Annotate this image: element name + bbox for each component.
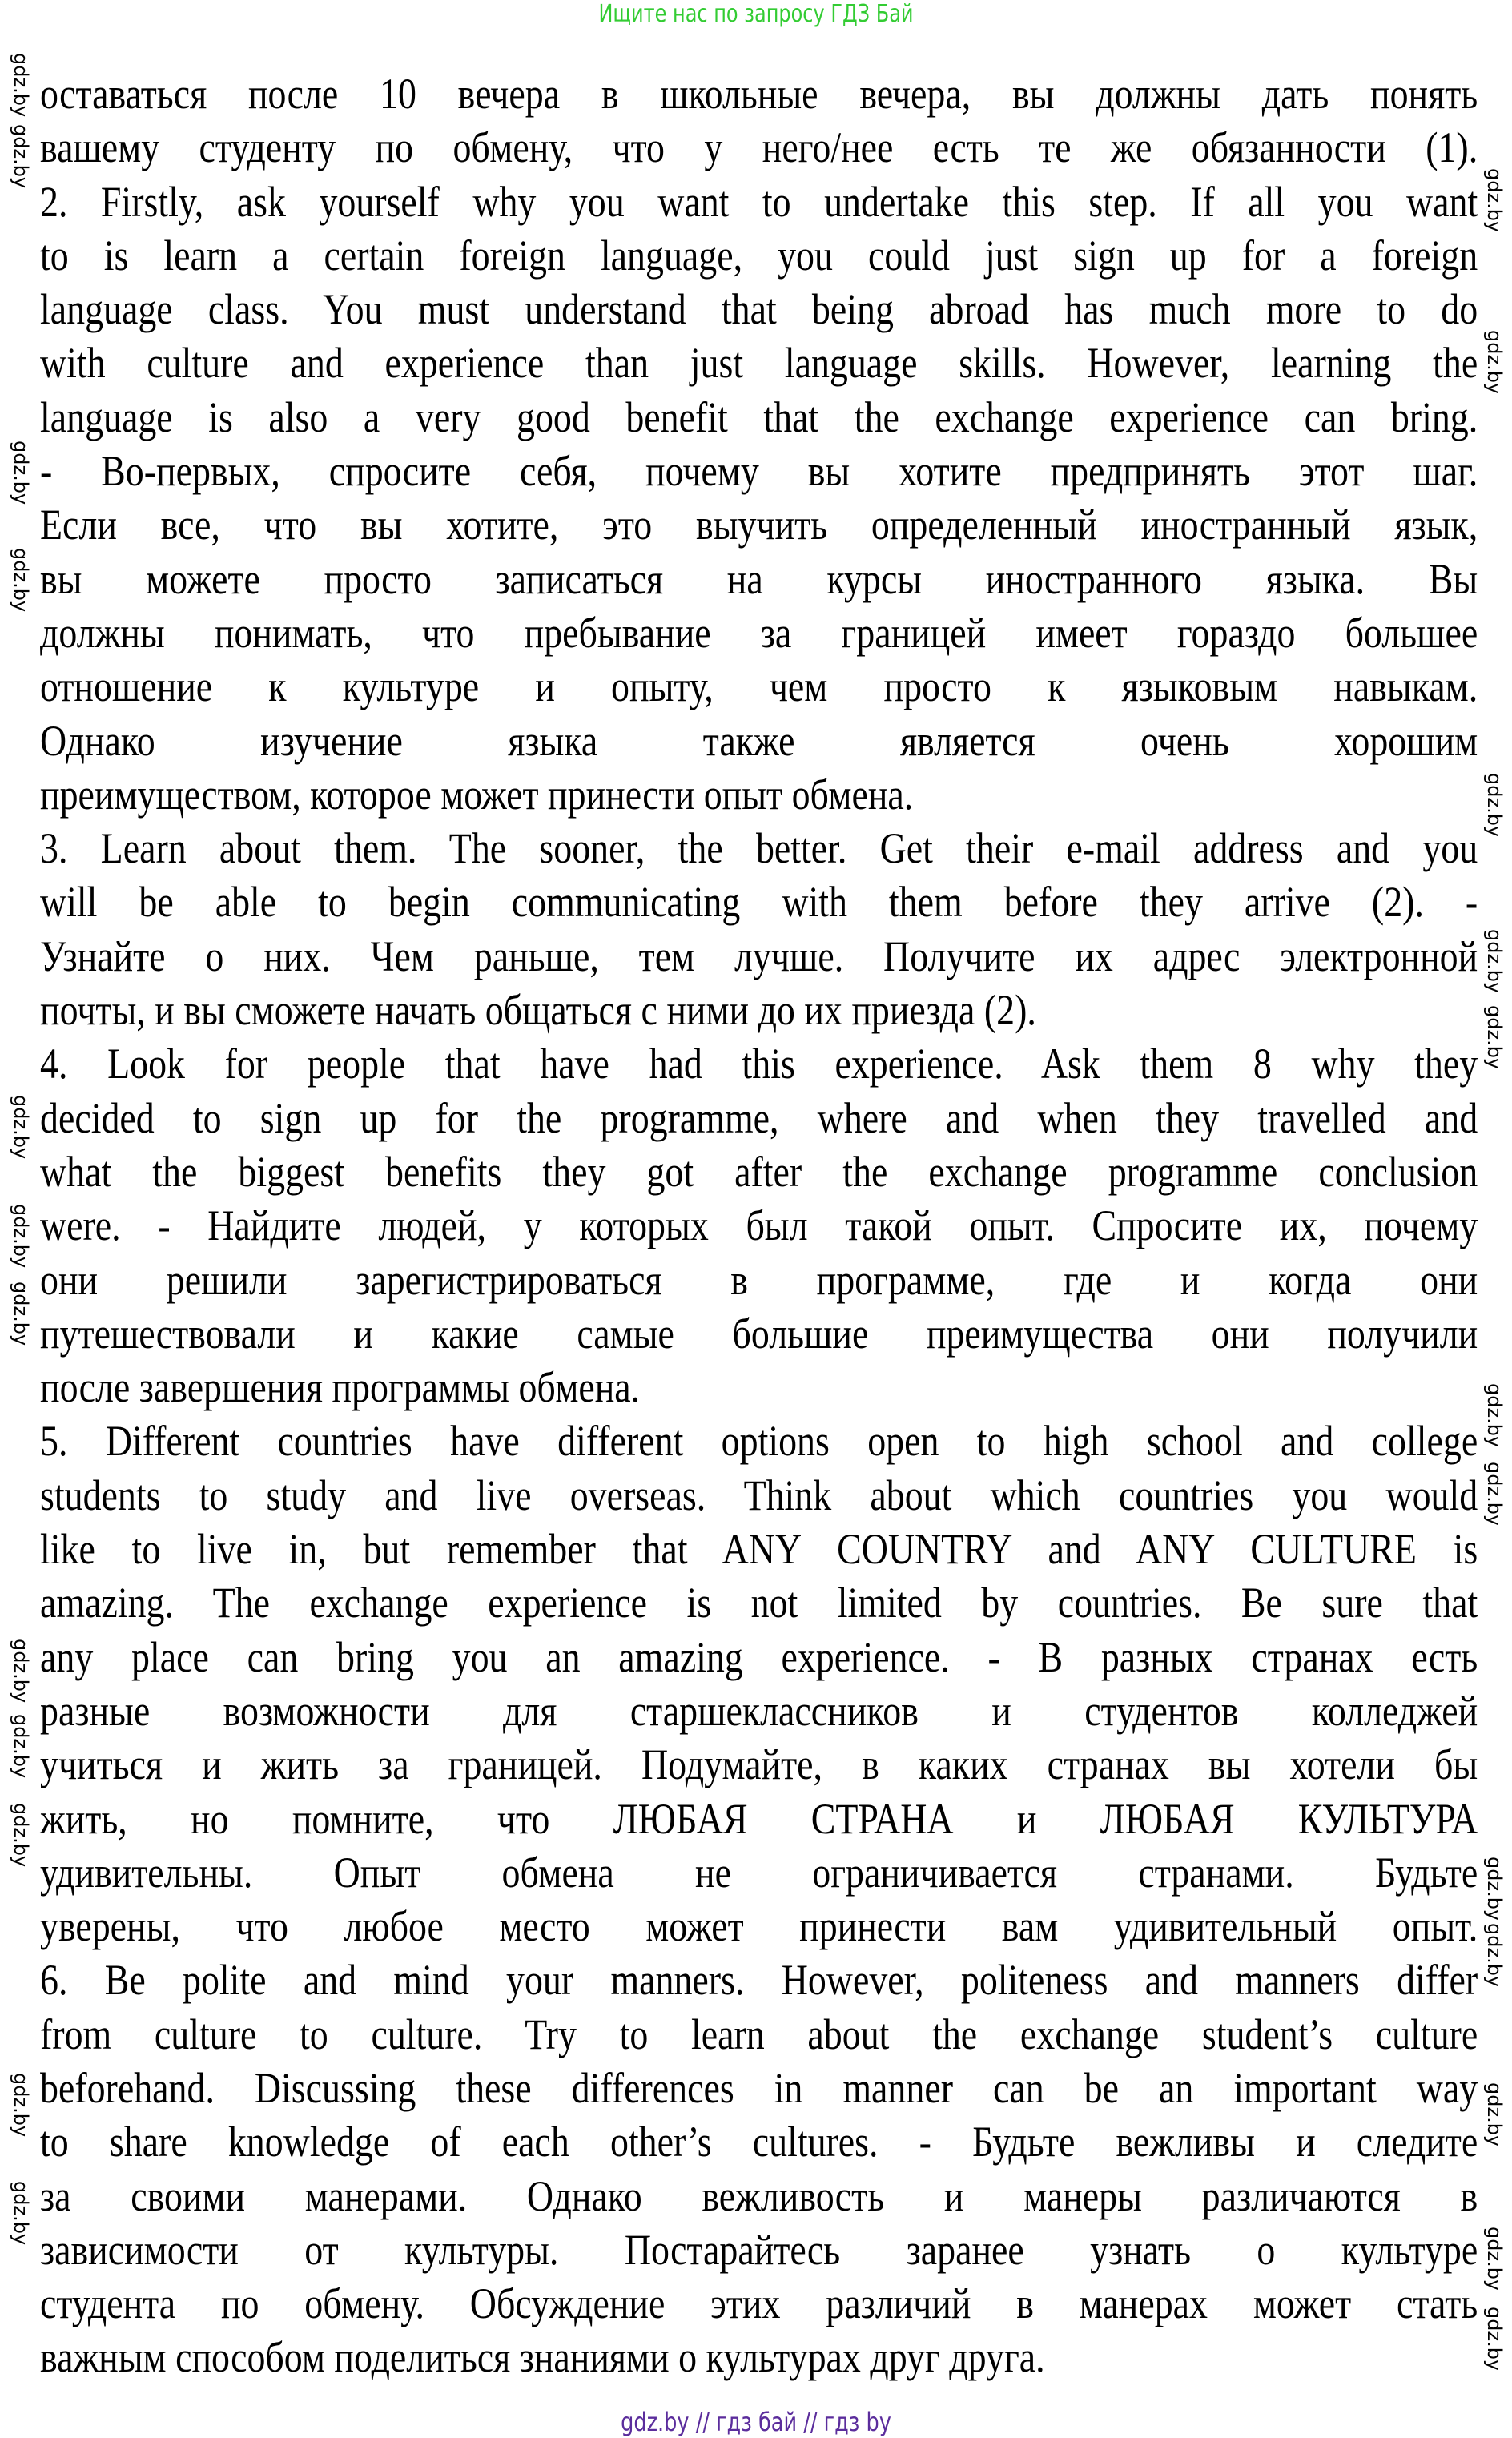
text-line-content: отношение к культуре и опыту, чем просто к языковым навыкам. xyxy=(40,662,1478,711)
text-line xyxy=(40,714,1478,768)
text-line-content: amazing. The exchange experience is not limited by countries. Be sure that xyxy=(40,1579,1478,1627)
text-line-content: вашему студенту по обмену, что у него/нее есть те же обязанности (1). xyxy=(40,123,1478,172)
text-line xyxy=(40,2062,1478,2115)
text-line xyxy=(40,1900,1478,1953)
text-line-content: with culture and experience than just language skills. However, learning the xyxy=(40,339,1478,388)
watermark: gdz.by xyxy=(10,548,32,613)
text-line-content: will be able to begin communicating with them before they arrive (2). - xyxy=(40,878,1478,927)
text-line-content: путешествовали и какие самые большие преимущества они получили xyxy=(40,1309,1478,1358)
text-line-content: они решили зарегистрироваться в программе, где и когда они xyxy=(40,1255,1478,1304)
text-line xyxy=(40,660,1478,714)
text-line-content: language is also a very good benefit that the exchange experience can bring. xyxy=(40,392,1478,441)
text-line-content: вы можете просто записаться на курсы иностранного языка. Вы xyxy=(40,554,1478,603)
text-line xyxy=(40,229,1478,283)
text-line-content: после завершения программы обмена. xyxy=(40,1363,641,1412)
text-line-content: жить, но помните, что ЛЮБАЯ СТРАНА и ЛЮБАЯ КУЛЬТУРА xyxy=(40,1794,1478,1843)
text-line xyxy=(40,1576,1478,1630)
text-line-content: from culture to culture. Try to learn about the exchange student’s culture xyxy=(40,2010,1478,2058)
text-line xyxy=(40,1523,1478,1576)
text-line-content: Если все, что вы хотите, это выучить определенный иностранный язык, xyxy=(40,501,1478,549)
text-line xyxy=(40,2331,1478,2384)
text-line-content: beforehand. Discussing these differences in manner can be an important way xyxy=(40,2063,1478,2112)
text-line xyxy=(40,1145,1478,1199)
text-line-content: 6. Be polite and mind your manners. However, politeness and manners differ xyxy=(40,1956,1478,2005)
text-line xyxy=(40,1253,1478,1307)
text-line-content: to is learn a certain foreign language, you could just sign up for a foreign xyxy=(40,231,1478,280)
text-line-content: decided to sign up for the programme, where and when they travelled and xyxy=(40,1093,1478,1142)
text-line-content: учиться и жить за границей. Подумайте, в каких странах вы хотели бы xyxy=(40,1740,1478,1789)
text-line-content: должны понимать, что пребывание за границей имеет гораздо большее xyxy=(40,608,1478,657)
text-line xyxy=(40,1414,1478,1468)
text-line-content: преимуществом, которое может принести опыт обмена. xyxy=(40,770,914,819)
text-line-content: to share knowledge of each other’s cultures. - Будьте вежливы и следите xyxy=(40,2118,1478,2166)
watermark: gdz.by xyxy=(1483,2307,1506,2372)
document-text xyxy=(40,67,1478,2385)
text-line xyxy=(40,1846,1478,1900)
text-line xyxy=(40,1953,1478,2007)
text-line-content: what the biggest benefits they got after the exchange programme conclusion xyxy=(40,1147,1478,1196)
watermark: gdz.by xyxy=(10,2073,32,2138)
text-line xyxy=(40,283,1478,336)
watermark: gdz.by xyxy=(10,1639,32,1704)
watermark: gdz.by xyxy=(1483,1005,1506,1070)
watermark: gdz.by xyxy=(10,2181,32,2246)
text-line-content: уверены, что любое место может принести вам удивительный опыт. xyxy=(40,1902,1478,1951)
text-line xyxy=(40,2277,1478,2331)
text-line xyxy=(40,1307,1478,1361)
text-line xyxy=(40,2115,1478,2169)
text-line-content: оставаться после 10 вечера в школьные вечера, вы должны дать понять xyxy=(40,70,1478,118)
text-line-content: удивительны. Опыт обмена не ограничивается странами. Будьте xyxy=(40,1848,1478,1897)
watermark: gdz.by xyxy=(10,1204,32,1269)
text-line-content: за своими манерами. Однако вежливость и манеры различаются в xyxy=(40,2171,1478,2220)
watermark: gdz.by xyxy=(10,1803,32,1868)
text-line-content: 5. Different countries have different options open to high school and college xyxy=(40,1417,1478,1466)
text-line xyxy=(40,875,1478,929)
watermark: gdz.by xyxy=(10,441,32,505)
text-line-content: like to live in, but remember that ANY COUNTRY and ANY CULTURE is xyxy=(40,1525,1478,1574)
text-line xyxy=(40,2170,1478,2223)
watermark: gdz.by xyxy=(10,124,32,189)
text-line-content: разные возможности для старшеклассников и студентов колледжей xyxy=(40,1686,1478,1735)
text-line-content: студента по обмену. Обсуждение этих различий в манерах может стать xyxy=(40,2279,1478,2328)
text-line xyxy=(40,1792,1478,1846)
text-line xyxy=(40,553,1478,606)
watermark: gdz.by xyxy=(1483,773,1506,838)
text-line xyxy=(40,1037,1478,1091)
text-line xyxy=(40,1469,1478,1523)
text-line xyxy=(40,67,1478,121)
text-line xyxy=(40,498,1478,552)
text-line xyxy=(40,445,1478,498)
text-line-content: language class. You must understand that being abroad has much more to do xyxy=(40,285,1478,334)
watermark: gdz.by xyxy=(10,1095,32,1160)
text-line-content: students to study and live overseas. Think about which countries you would xyxy=(40,1470,1478,1519)
text-line xyxy=(40,930,1478,984)
text-line-content: were. - Найдите людей, у которых был такой опыт. Спросите их, почему xyxy=(40,1201,1478,1250)
watermark: gdz.by xyxy=(10,53,32,118)
text-line xyxy=(40,606,1478,660)
text-line-content: Узнайте о них. Чем раньше, тем лучше. Получите их адрес электронной xyxy=(40,931,1478,980)
text-line-content: any place can bring you an amazing experience. - В разных странах есть xyxy=(40,1632,1478,1681)
text-line-content: почты, и вы сможете начать общаться с ними до их приезда (2). xyxy=(40,986,1036,1035)
watermark: gdz.by xyxy=(10,1281,32,1346)
search-banner: Ищите нас по запросу ГДЗ Бай xyxy=(598,0,914,28)
watermark: gdz.by xyxy=(1483,929,1506,994)
text-line xyxy=(40,1199,1478,1253)
text-line xyxy=(40,2008,1478,2062)
text-line-content: 3. Learn about them. The sooner, the better. Get their e-mail address and you xyxy=(40,824,1478,873)
watermark: gdz.by xyxy=(1483,330,1506,395)
text-line-content: 4. Look for people that have had this experience. Ask them 8 why they xyxy=(40,1040,1478,1088)
watermark: gdz.by xyxy=(1483,168,1506,233)
text-line xyxy=(40,1092,1478,1145)
text-line-content: 2. Firstly, ask yourself why you want to undertake this step. If all you want xyxy=(40,177,1478,226)
text-line xyxy=(40,768,1478,822)
text-line xyxy=(40,1738,1478,1792)
watermark: gdz.by xyxy=(1483,2082,1506,2147)
watermark: gdz.by xyxy=(1483,1462,1506,1527)
text-line xyxy=(40,1631,1478,1684)
text-line xyxy=(40,391,1478,445)
text-line xyxy=(40,175,1478,229)
watermark: gdz.by xyxy=(1483,2227,1506,2291)
watermark: gdz.by xyxy=(1483,1383,1506,1448)
watermark: gdz.by xyxy=(10,1714,32,1779)
text-line-content: - Во-первых, спросите себя, почему вы хотите предпринять этот шаг. xyxy=(40,447,1478,496)
text-line-content: зависимости от культуры. Постарайтесь заранее узнать о культуре xyxy=(40,2225,1478,2274)
text-line xyxy=(40,1684,1478,1738)
text-line xyxy=(40,822,1478,875)
watermark: gdz.by xyxy=(1483,1923,1506,1988)
text-line xyxy=(40,1361,1478,1414)
text-line xyxy=(40,984,1478,1037)
text-line xyxy=(40,121,1478,175)
footer-links[interactable]: gdz.by // гдз бай // гдз by xyxy=(621,2407,891,2437)
text-line xyxy=(40,336,1478,390)
text-line-content: Однако изучение языка также является очень хорошим xyxy=(40,716,1478,765)
watermark: gdz.by xyxy=(1483,1857,1506,1921)
text-line-content: важным способом поделиться знаниями о культурах друг друга. xyxy=(40,2333,1045,2382)
text-line xyxy=(40,2223,1478,2277)
